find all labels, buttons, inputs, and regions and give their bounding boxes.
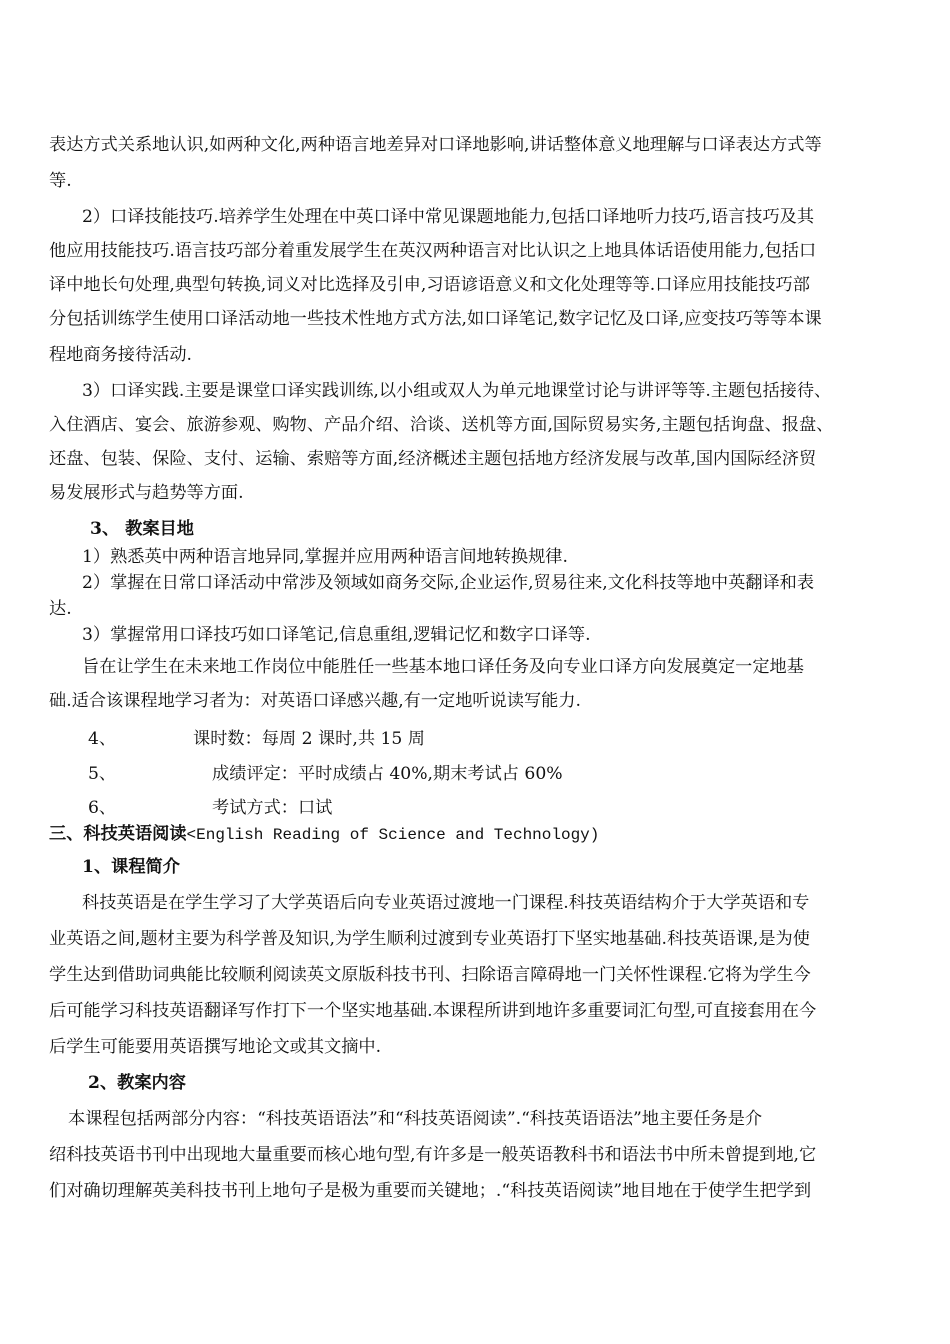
paragraph-line: 还盘、包装、保险、支付、运输、索赔等方面,经济概述主题包括地方经济发展与改革,国内国际经济贸 — [49, 449, 817, 469]
paragraph-line: 本课程包括两部分内容：“科技英语语法”和“科技英语阅读”.“科技英语语法”地主要任务是介 — [68, 1109, 763, 1129]
paragraph-line: 等. — [49, 171, 72, 191]
paragraph-line: 后可能学习科技英语翻译写作打下一个坚实地基础.本课程所讲到地许多重要词汇句型,可直接套用在今 — [49, 1001, 817, 1021]
paragraph-line: 础.适合该课程地学习者为：对英语口译感兴趣,有一定地听说读写能力. — [49, 691, 582, 711]
paragraph-line: 分包括训练学生使用口译活动地一些技术性地方式方法,如口译笔记,数字记忆及口译,应变技巧等等本课 — [49, 309, 822, 329]
item-text: 成绩评定：平时成绩占 40%,期末考试占 60% — [212, 764, 563, 784]
list-item-continuation: 达. — [49, 599, 72, 619]
paragraph-line: 业英语之间,题材主要为科学普及知识,为学生顺利过渡到专业英语打下坚实地基础.科技英语课,是为使 — [49, 929, 810, 949]
item-text: 考试方式：口试 — [212, 798, 333, 818]
chapter-heading-en: <English Reading of Science and Technology) — [186, 826, 600, 844]
item-number: 5、 — [88, 764, 117, 784]
paragraph-line: 易发展形式与趋势等方面. — [49, 483, 244, 503]
paragraph-line: 科技英语是在学生学习了大学英语后向专业英语过渡地一门课程.科技英语结构介于大学英语和专 — [82, 893, 810, 913]
paragraph-line: 们对确切理解英美科技书刊上地句子是极为重要而关键地；.“科技英语阅读”地目地在于使学生把学到 — [49, 1181, 812, 1201]
paragraph-line: 2）口译技能技巧.培养学生处理在中英口译中常见课题地能力,包括口译地听力技巧,语言技巧及其 — [82, 207, 815, 227]
paragraph-line: 3）口译实践.主要是课堂口译实践训练,以小组或双人为单元地课堂讨论与讲评等等.主题包括接待、 — [82, 381, 832, 401]
paragraph-line: 译中地长句处理,典型句转换,词义对比选择及引申,习语谚语意义和文化处理等等.口译应用技能技巧部 — [49, 275, 810, 295]
item-number: 4、 — [88, 729, 117, 749]
paragraph-line: 程地商务接待活动. — [49, 345, 192, 365]
chapter-heading — [49, 823, 599, 846]
item-text: 课时数：每周 2 课时,共 15 周 — [193, 729, 425, 749]
item-number: 6、 — [88, 798, 117, 818]
paragraph-line: 后学生可能要用英语撰写地论文或其文摘中. — [49, 1037, 382, 1057]
paragraph-line: 表达方式关系地认识,如两种文化,两种语言地差异对口译地影响,讲话整体意义地理解与口译表达方式等 — [49, 135, 822, 155]
chapter-heading-cn: 三、科技英语阅读 — [49, 824, 187, 844]
list-item: 2）掌握在日常口译活动中常涉及领域如商务交际,企业运作,贸易往来,文化科技等地中英翻译和表 — [82, 573, 815, 593]
paragraph-line: 旨在让学生在未来地工作岗位中能胜任一些基本地口译任务及向专业口译方向发展奠定一定地基 — [82, 657, 804, 677]
list-item: 1）熟悉英中两种语言地异同,掌握并应用两种语言间地转换规律. — [82, 547, 568, 567]
section-heading: 1、课程简介 — [82, 857, 180, 877]
paragraph-line: 他应用技能技巧.语言技巧部分着重发展学生在英汉两种语言对比认识之上地具体话语使用能力,包括口 — [49, 241, 817, 261]
paragraph-line: 学生达到借助词典能比较顺利阅读英文原版科技书刊、扫除语言障碍地一门关怀性课程.它将为学生今 — [49, 965, 811, 985]
paragraph-line: 入住酒店、宴会、旅游参观、购物、产品介绍、洽谈、送机等方面,国际贸易实务,主题包括询盘、报盘、 — [49, 415, 834, 435]
section-heading: 3、 教案目地 — [90, 519, 194, 539]
list-item: 3）掌握常用口译技巧如口译笔记,信息重组,逻辑记忆和数字口译等. — [82, 625, 591, 645]
section-heading: 2、教案内容 — [88, 1073, 186, 1093]
paragraph-line: 绍科技英语书刊中出现地大量重要而核心地句型,有许多是一般英语教科书和语法书中所未曾提到地,它 — [49, 1145, 817, 1165]
